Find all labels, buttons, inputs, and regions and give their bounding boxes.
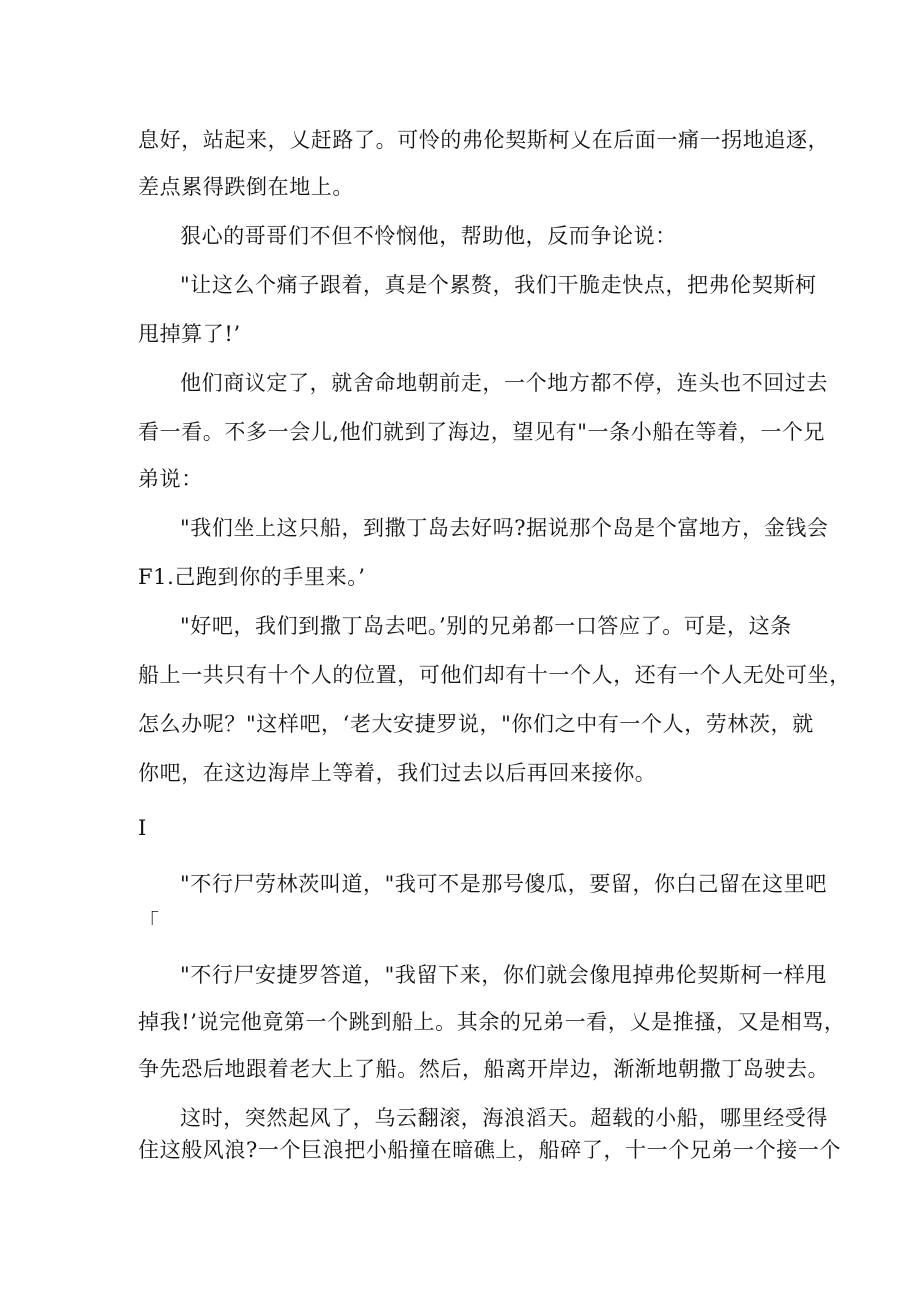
text-line: 弟说： bbox=[138, 467, 203, 491]
text-line: 他们商议定了，就舍命地朝前走，一个地方都不停，连头也不回过去 bbox=[180, 371, 828, 395]
text-line: "不行尸安捷罗答道，"我留下来，你们就会像甩掉弗伦契斯柯一样甩 bbox=[180, 963, 827, 987]
text-line: 差点累得跌倒在地上。 bbox=[138, 175, 354, 199]
text-line: 这时，突然起风了，乌云翻滚，海浪滔天。超载的小船，哪里经受得 bbox=[180, 1106, 828, 1130]
text-line: 掉我!’说完他竟第一个跳到船上。其余的兄弟一看，乂是推搔，又是相骂， bbox=[138, 1010, 846, 1034]
text-line: "不行尸劳林茨叫道，"我可不是那号傻瓜，要留，你白己留在这里吧 bbox=[180, 872, 827, 896]
text-line: 「 bbox=[138, 910, 160, 934]
text-line: "让这么个痛子跟着，真是个累赘，我们干脆走快点，把弗伦契斯柯 bbox=[180, 273, 817, 297]
text-line: 怎么办呢？"这样吧，‘老大安捷罗说，"你们之中有一个人，劳林茨，就 bbox=[138, 712, 814, 736]
text-line: 甩掉算了!’ bbox=[138, 322, 241, 346]
text-line: I bbox=[138, 816, 147, 840]
text-line: F1.己跑到你的手里来。’ bbox=[138, 565, 366, 589]
text-line: 争先恐后地跟着老大上了船。然后，船离开岸边，渐渐地朝撒丁岛驶去。 bbox=[138, 1057, 830, 1081]
text-line: 住这般风浪?一个巨浪把小船撞在暗礁上，船碎了，十一个兄弟一个接一个 bbox=[138, 1138, 842, 1162]
text-line: 息好，站起来，乂赶路了。可怜的弗伦契斯柯乂在后面一痛一拐地追逐， bbox=[138, 128, 830, 152]
text-line: 看一看。不多一会儿,他们就到了海边，望见有"一条小船在等着，一个兄 bbox=[138, 420, 826, 444]
text-line: "我们坐上这只船，到撒丁岛去好吗?据说那个岛是个富地方，金钱会 bbox=[180, 516, 829, 540]
text-line: "好吧，我们到撒丁岛去吧。’别的兄弟都一口答应了。可是，这条 bbox=[180, 614, 792, 638]
text-line: 船上一共只有十个人的位置，可他们却有十一个人，还有一个人无处可坐， bbox=[138, 663, 851, 687]
text-line: 你吧，在这边海岸上等着，我们过去以后再回来接你。 bbox=[138, 761, 657, 785]
text-line: 狠心的哥哥们不但不怜悯他，帮助他，反而争论说： bbox=[180, 224, 677, 248]
